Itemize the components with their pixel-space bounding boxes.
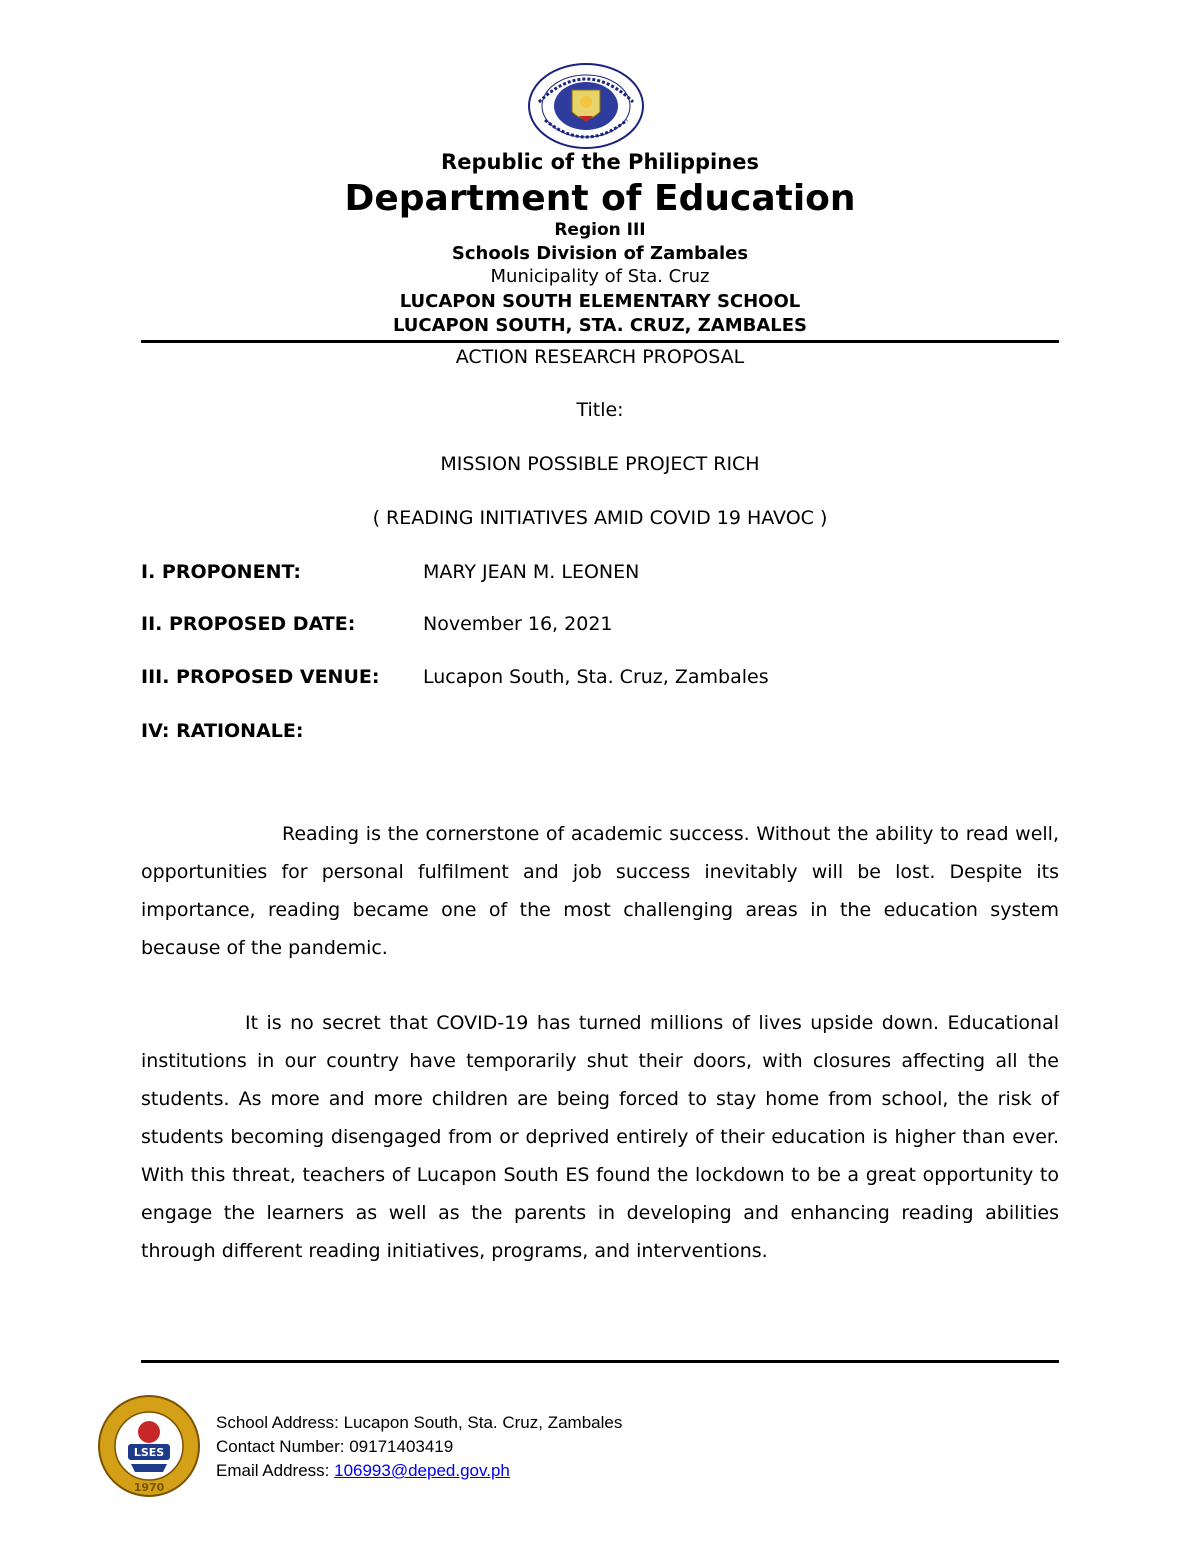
- proposal-subtitle: ( READING INITIATIVES AMID COVID 19 HAVOC ): [372, 507, 828, 529]
- proposal-title: MISSION POSSIBLE PROJECT RICH: [440, 453, 760, 475]
- field-label: IV: RATIONALE:: [141, 720, 304, 742]
- footer-divider: [141, 1360, 1059, 1363]
- footer-email-label: Email Address:: [216, 1461, 335, 1480]
- region-label: Region III: [554, 220, 646, 240]
- field-label: I. PROPONENT:: [141, 561, 301, 583]
- logo-initials: LSES: [133, 1446, 165, 1459]
- division-label: Schools Division of Zambales: [451, 243, 749, 264]
- header-divider: [141, 340, 1059, 343]
- footer-email-line: [216, 1459, 622, 1483]
- proposal-heading: ACTION RESEARCH PROPOSAL: [455, 346, 745, 368]
- rationale-paragraph: Reading is the cornerstone of academic success. Without the ability to read well, opportunities for personal fulfilment and job success inevitably will be lost. Despite its importance, reading became one of the most challenging areas in the education system because of the pandemic.: [141, 823, 1059, 959]
- deped-seal-logo: [527, 62, 645, 150]
- field-value: November 16, 2021: [423, 613, 613, 635]
- field-label: II. PROPOSED DATE:: [141, 613, 356, 635]
- footer-contact-block: [216, 1411, 622, 1483]
- footer-address: School Address: Lucapon South, Sta. Cruz, Zambales: [216, 1413, 623, 1432]
- school-name: LUCAPON SOUTH ELEMENTARY SCHOOL: [399, 291, 801, 312]
- field-value: Lucapon South, Sta. Cruz, Zambales: [423, 666, 769, 688]
- logo-year: 1970: [133, 1481, 165, 1494]
- department-heading: Department of Education: [344, 178, 856, 219]
- republic-heading: Republic of the Philippines: [441, 150, 759, 174]
- rationale-paragraph: It is no secret that COVID-19 has turned millions of lives upside down. Educational institutions in our country have temporarily shut their doors, with closures affecting all the students. As more and more children are being forced to stay home from school, the risk of students becoming disengaged from or deprived entirely of their education is higher than ever. With this threat, teachers of Lucapon South ES found the lockdown to be a great opportunity to engage the learners as well as the parents in developing and enhancing reading abilities through different reading initiatives, programs, and interventions.: [141, 1012, 1059, 1262]
- title-label: Title:: [576, 399, 624, 421]
- school-address: LUCAPON SOUTH, STA. CRUZ, ZAMBALES: [392, 315, 808, 336]
- field-label: III. PROPOSED VENUE:: [141, 666, 380, 688]
- school-logo: [97, 1394, 201, 1498]
- field-value: MARY JEAN M. LEONEN: [423, 561, 640, 583]
- footer-email-link[interactable]: 106993@deped.gov.ph: [334, 1461, 510, 1480]
- municipality-label: Municipality of Sta. Cruz: [490, 266, 710, 287]
- footer-contact-number: Contact Number: 09171403419: [216, 1437, 454, 1456]
